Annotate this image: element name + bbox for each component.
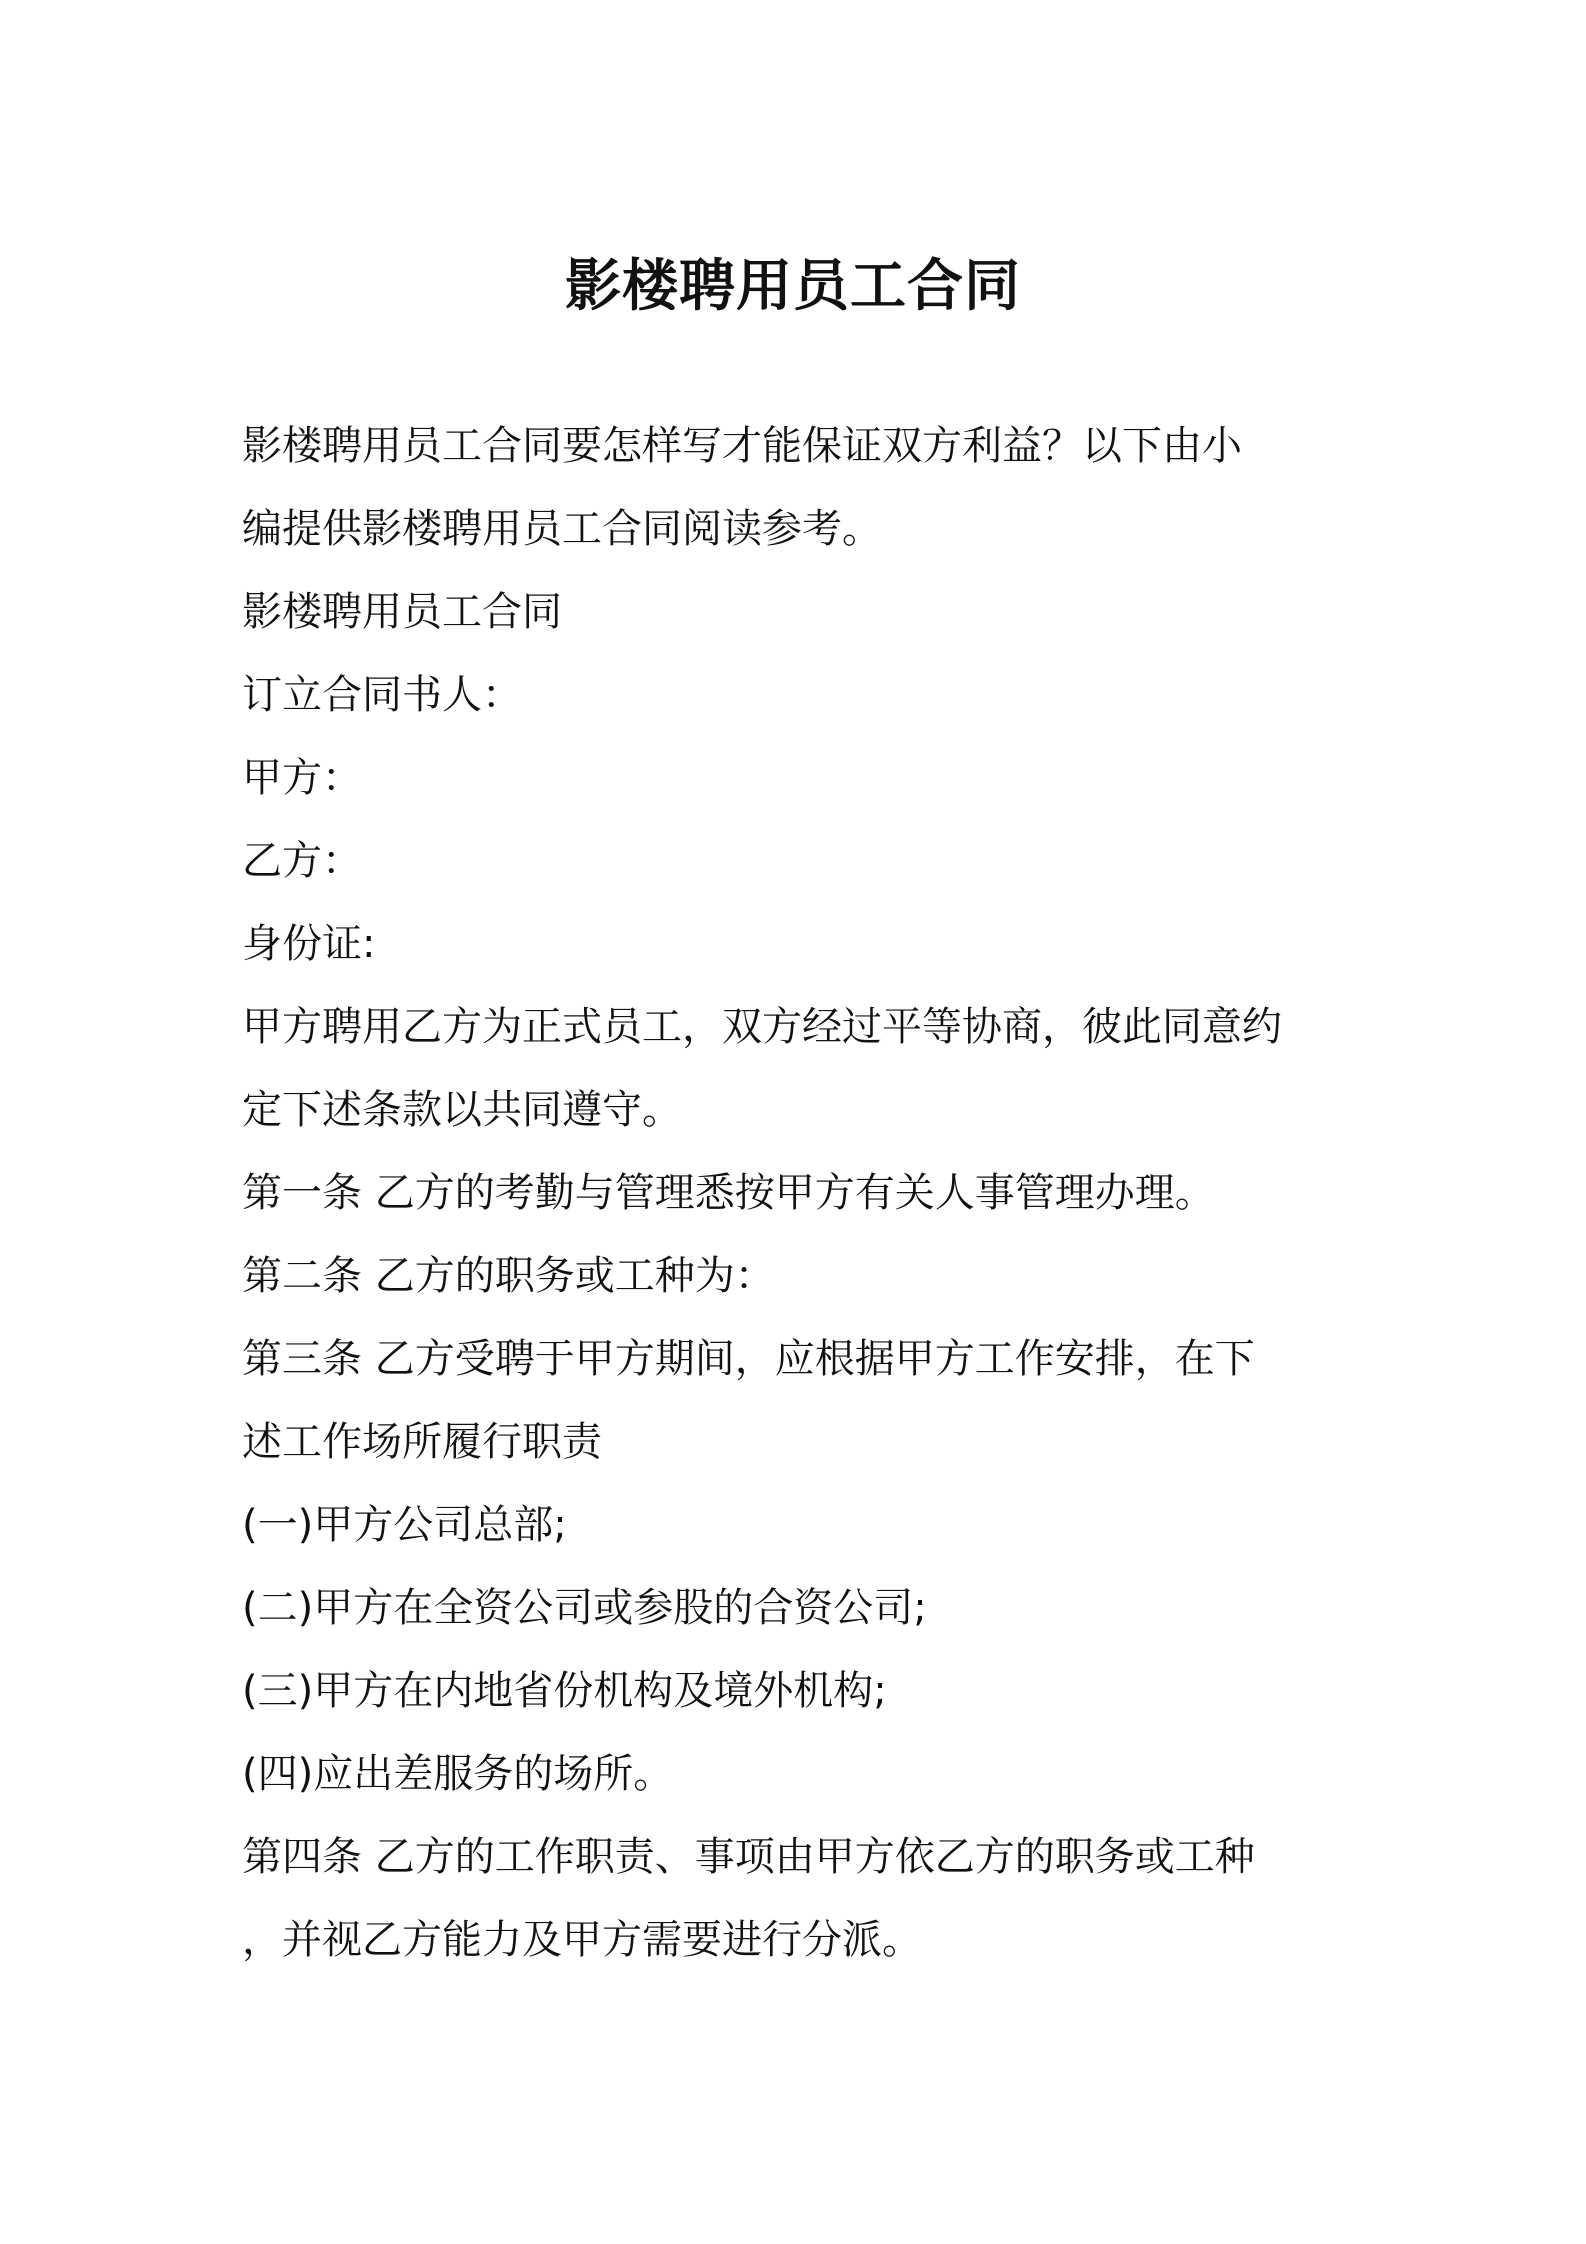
workplace-item-1: (一)甲方公司总部; bbox=[242, 1502, 567, 1548]
intro-line-1: 影楼聘用员工合同要怎样写才能保证双方利益？以下由小 bbox=[242, 423, 1242, 469]
workplace-item-4: (四)应出差服务的场所。 bbox=[242, 1751, 674, 1797]
article-1: 第一条 乙方的考勤与管理悉按甲方有关人事管理办理。 bbox=[242, 1170, 1215, 1216]
preamble-line-1: 甲方聘用乙方为正式员工，双方经过平等协商，彼此同意约 bbox=[242, 1004, 1282, 1050]
article-4-line-1: 第四条 乙方的工作职责、事项由甲方依乙方的职务或工种 bbox=[242, 1834, 1255, 1880]
workplace-item-2: (二)甲方在全资公司或参股的合资公司; bbox=[242, 1585, 927, 1631]
document-body bbox=[242, 405, 1362, 1982]
party-a-label: 甲方： bbox=[242, 755, 362, 801]
article-2: 第二条 乙方的职务或工种为： bbox=[242, 1253, 775, 1299]
article-3-line-2: 述工作场所履行职责 bbox=[242, 1419, 602, 1465]
article-3-line-1: 第三条 乙方受聘于甲方期间，应根据甲方工作安排，在下 bbox=[242, 1336, 1255, 1382]
parties-label: 订立合同书人： bbox=[242, 672, 522, 718]
workplace-item-3: (三)甲方在内地省份机构及境外机构; bbox=[242, 1668, 887, 1714]
article-4-line-2: ，并视乙方能力及甲方需要进行分派。 bbox=[242, 1917, 922, 1963]
document-title: 影楼聘用员工合同 bbox=[565, 254, 1021, 319]
contract-heading: 影楼聘用员工合同 bbox=[242, 589, 562, 635]
intro-line-2: 编提供影楼聘用员工合同阅读参考。 bbox=[242, 506, 882, 552]
preamble-line-2: 定下述条款以共同遵守。 bbox=[242, 1087, 682, 1133]
id-card-label: 身份证: bbox=[242, 921, 376, 967]
party-b-label: 乙方： bbox=[242, 838, 362, 884]
